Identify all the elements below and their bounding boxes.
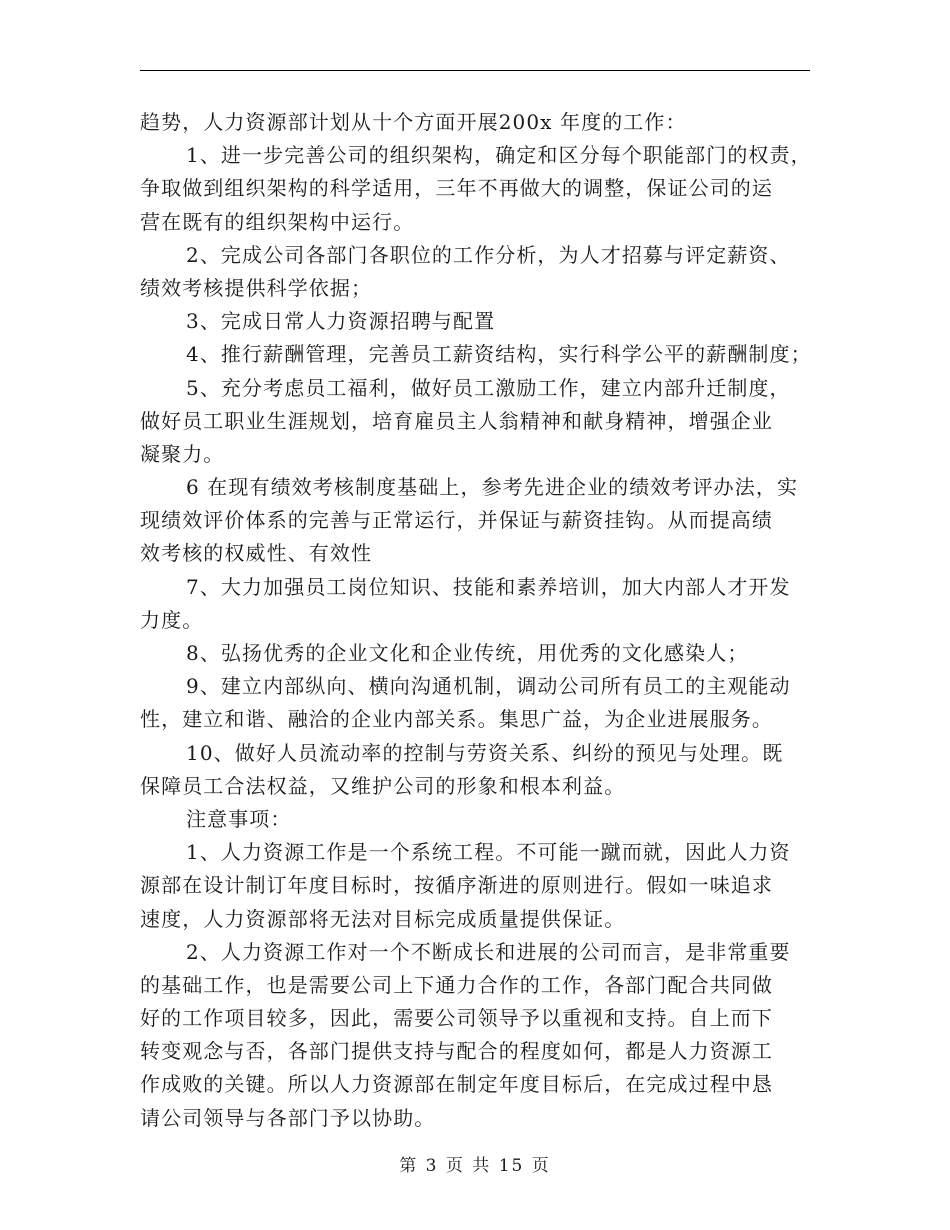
text-line: 速度，人力资源部将无法对目标完成质量提供保证。 [140, 906, 626, 931]
text-line: 好的工作项目较多，因此，需要公司领导予以重视和支持。自上而下 [140, 1006, 773, 1031]
text-line: 的基础工作，也是需要公司上下通力合作的工作，各部门配合共同做 [140, 972, 773, 997]
text-line: 2、完成公司各部门各职位的工作分析，为人才招募与评定薪资、 [186, 242, 791, 267]
text-line: 凝聚力。 [140, 441, 225, 466]
text-line: 争取做到组织架构的科学适用，三年不再做大的调整，保证公司的运 [140, 176, 773, 201]
text-line: 2、人力资源工作对一个不断成长和进展的公司而言，是非常重要 [186, 939, 791, 964]
text-line: 1、进一步完善公司的组织架构，确定和区分每个职能部门的权责， [186, 143, 812, 168]
text-line: 作成败的关键。所以人力资源部在制定年度目标后，在完成过程中恳 [140, 1072, 773, 1097]
text-line: 5、充分考虑员工福利，做好员工激励工作，建立内部升迁制度， [186, 375, 791, 400]
text-line: 趋势，人力资源部计划从十个方面开展200x 年度的工作： [140, 110, 687, 134]
text-line: 8、弘扬优秀的企业文化和企业传统，用优秀的文化感染人； [186, 641, 749, 665]
text-line: 注意事项： [186, 806, 292, 831]
text-line: 性，建立和谐、融洽的企业内部关系。集思广益，为企业进展服务。 [140, 707, 773, 732]
text-line: 效考核的权威性、有效性 [140, 541, 373, 566]
document-body [140, 106, 814, 1135]
text-line: 6 在现有绩效考核制度基础上，参考先进企业的绩效考评办法，实 [186, 475, 799, 500]
header-rule [140, 70, 810, 71]
text-line: 10、做好人员流动率的控制与劳资关系、纠纷的预见与处理。既 [186, 740, 784, 765]
text-line: 7、大力加强员工岗位知识、技能和素养培训，加大内部人才开发 [186, 574, 791, 599]
text-line: 力度。 [140, 607, 204, 632]
text-line: 9、建立内部纵向、横向沟通机制，调动公司所有员工的主观能动 [186, 674, 791, 699]
text-line: 转变观念与否，各部门提供支持与配合的程度如何，都是人力资源工 [140, 1039, 773, 1064]
page-footer: 第 3 页 共 15 页 [399, 1156, 551, 1176]
text-line: 4、推行薪酬管理，完善员工薪资结构，实行科学公平的薪酬制度； [186, 342, 812, 367]
text-line: 营在既有的组织架构中运行。 [140, 209, 415, 234]
text-line: 做好员工职业生涯规划，培育雇员主人翁精神和献身精神，增强企业 [140, 408, 773, 433]
text-line: 源部在设计制订年度目标时，按循序渐进的原则进行。假如一味追求 [140, 873, 773, 898]
text-line: 现绩效评价体系的完善与正常运行，并保证与薪资挂钩。从而提高绩 [140, 508, 773, 533]
text-line: 保障员工合法权益，又维护公司的形象和根本利益。 [140, 773, 626, 798]
text-line: 请公司领导与各部门予以协助。 [140, 1105, 436, 1130]
text-line: 1、人力资源工作是一个系统工程。不可能一蹴而就，因此人力资 [186, 840, 791, 865]
text-line: 3、完成日常人力资源招聘与配置 [186, 309, 496, 334]
text-line: 绩效考核提供科学依据； [140, 275, 373, 300]
